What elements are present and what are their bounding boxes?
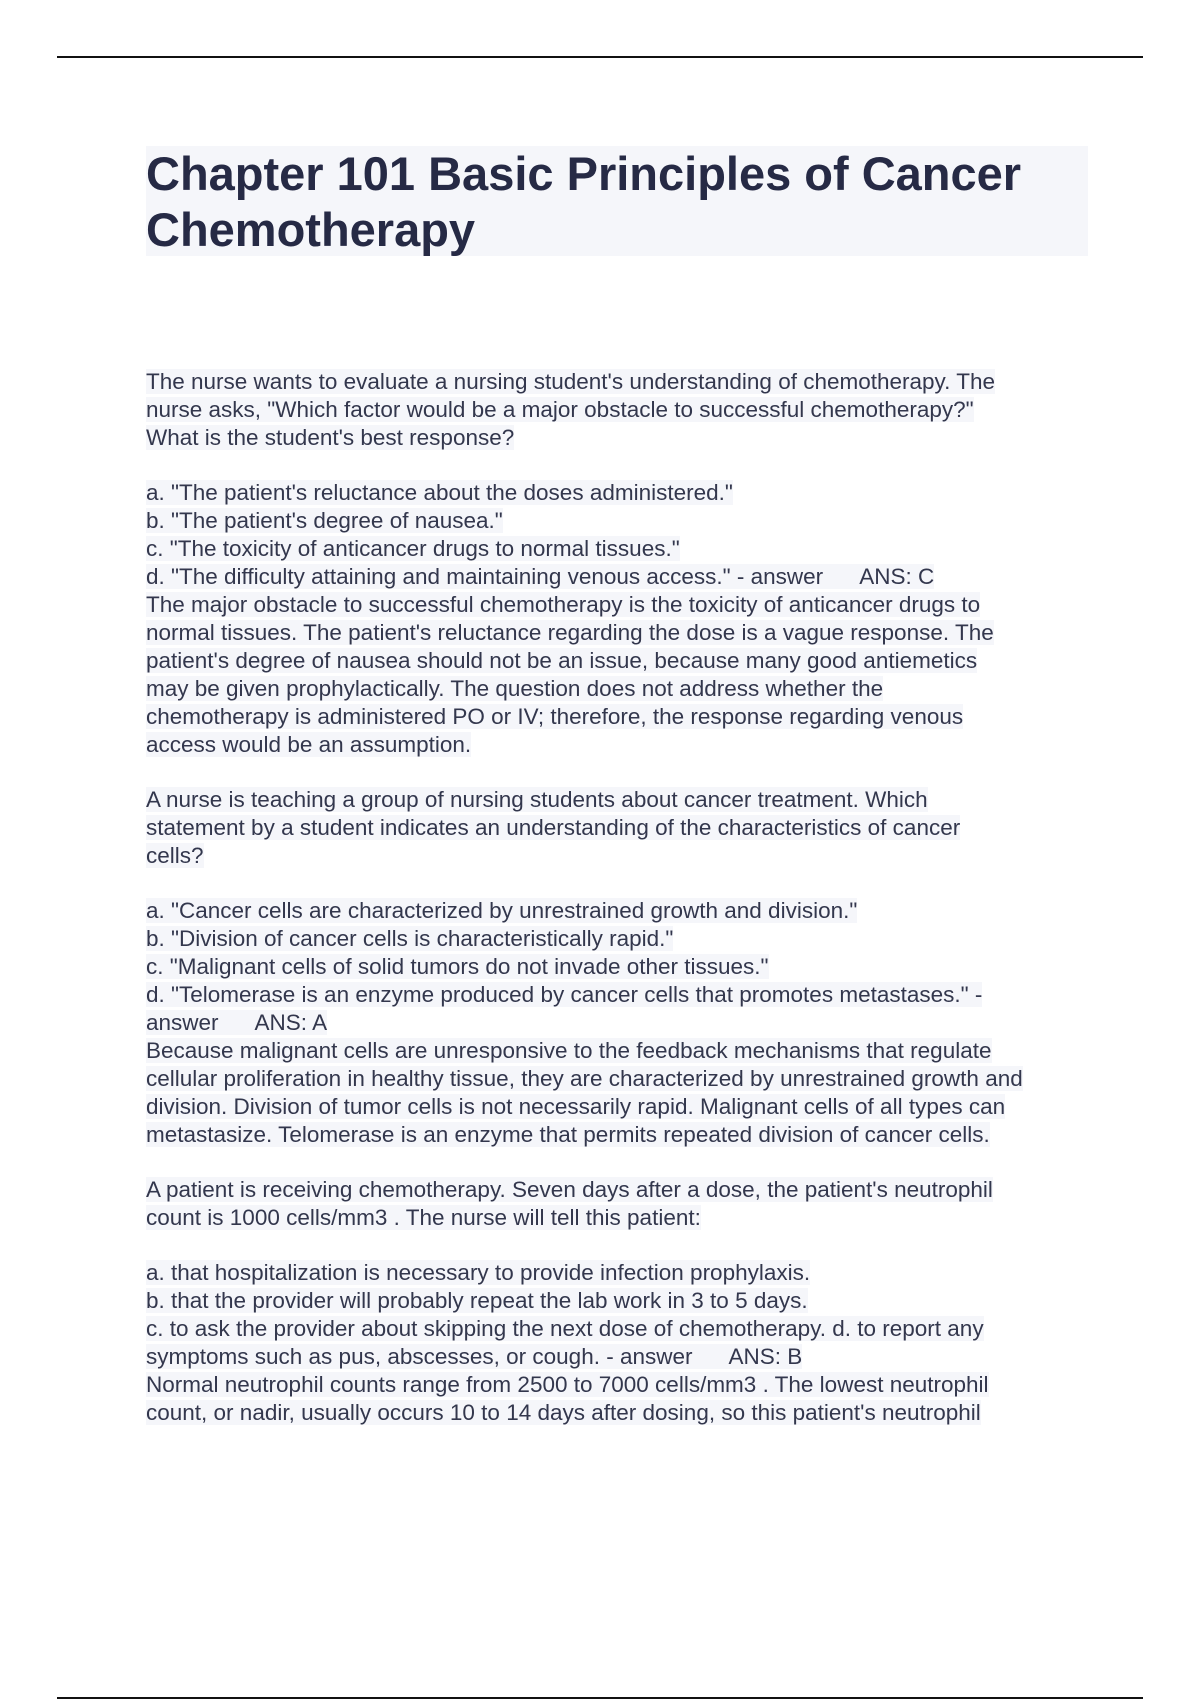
rationale-line: division. Division of tumor cells is not necessarily rapid. Malignant cells of all types can	[146, 1094, 1006, 1119]
option-c: c. to ask the provider about skipping the next dose of chemotherapy. d. to report any	[146, 1316, 984, 1341]
question-2-stem	[146, 786, 1106, 870]
answer-label: ANS: B	[728, 1344, 803, 1369]
answer-line: symptoms such as pus, abscesses, or cough. - answer ANS: B	[146, 1344, 803, 1369]
option-c: c. "Malignant cells of solid tumors do not invade other tissues."	[146, 954, 769, 979]
bottom-rule	[57, 1697, 1143, 1699]
rationale-line: patient's degree of nausea should not be an issue, because many good antiemetics	[146, 648, 978, 673]
question-3-stem	[146, 1176, 1106, 1232]
stem-line: A nurse is teaching a group of nursing students about cancer treatment. Which	[146, 787, 928, 812]
title-block	[146, 146, 1088, 256]
title-line-1: Chapter 101 Basic Principles of Cancer	[146, 147, 1022, 200]
option-a: a. that hospitalization is necessary to provide infection prophylaxis.	[146, 1260, 811, 1285]
rationale-line: access would be an assumption.	[146, 732, 472, 757]
stem-line: What is the student's best response?	[146, 425, 515, 450]
option-b: b. "Division of cancer cells is characteristically rapid."	[146, 926, 674, 951]
answer-label: ANS: C	[859, 564, 935, 589]
option-a: a. "The patient's reluctance about the doses administered."	[146, 480, 733, 505]
stem-line: A patient is receiving chemotherapy. Seven days after a dose, the patient's neutrophil	[146, 1177, 993, 1202]
question-1-stem	[146, 368, 1106, 452]
rationale-line: metastasize. Telomerase is an enzyme that permits repeated division of cancer cells.	[146, 1122, 990, 1147]
rationale-line: may be given prophylactically. The question does not address whether the	[146, 676, 884, 701]
page-title	[146, 146, 1088, 258]
question-3-options	[146, 1259, 1106, 1427]
top-rule	[57, 56, 1143, 58]
rationale-line: chemotherapy is administered PO or IV; therefore, the response regarding venous	[146, 704, 964, 729]
stem-line: The nurse wants to evaluate a nursing student's understanding of chemotherapy. The	[146, 369, 995, 394]
stem-line: nurse asks, "Which factor would be a major obstacle to successful chemotherapy?"	[146, 397, 974, 422]
question-2-options	[146, 897, 1106, 1149]
answer-label: ANS: A	[254, 1010, 328, 1035]
option-b: b. "The patient's degree of nausea."	[146, 508, 503, 533]
rationale-line: cellular proliferation in healthy tissue, they are characterized by unrestrained growth and	[146, 1066, 1023, 1091]
rationale-line: normal tissues. The patient's reluctance regarding the dose is a vague response. The	[146, 620, 994, 645]
rationale-line: Because malignant cells are unresponsive to the feedback mechanisms that regulate	[146, 1038, 992, 1063]
answer-line: answer ANS: A	[146, 1010, 328, 1035]
option-b: b. that the provider will probably repeat the lab work in 3 to 5 days.	[146, 1288, 808, 1313]
option-c: c. "The toxicity of anticancer drugs to normal tissues."	[146, 536, 680, 561]
rationale-line: Normal neutrophil counts range from 2500 to 7000 cells/mm3 . The lowest neutrophil	[146, 1372, 989, 1397]
option-a: a. "Cancer cells are characterized by unrestrained growth and division."	[146, 898, 858, 923]
document-body	[146, 368, 1106, 1454]
stem-line: statement by a student indicates an understanding of the characteristics of cancer	[146, 815, 961, 840]
title-line-2: Chemotherapy	[146, 203, 476, 256]
answer-line: d. "The difficulty attaining and maintaining venous access." - answer ANS: C	[146, 564, 935, 589]
rationale-line: The major obstacle to successful chemotherapy is the toxicity of anticancer drugs to	[146, 592, 981, 617]
stem-line: cells?	[146, 843, 204, 868]
question-1-options	[146, 479, 1106, 759]
rationale-line: count, or nadir, usually occurs 10 to 14 days after dosing, so this patient's neutrophil	[146, 1400, 981, 1425]
stem-line: count is 1000 cells/mm3 . The nurse will tell this patient:	[146, 1205, 701, 1230]
option-d: d. "Telomerase is an enzyme produced by cancer cells that promotes metastases." -	[146, 982, 983, 1007]
